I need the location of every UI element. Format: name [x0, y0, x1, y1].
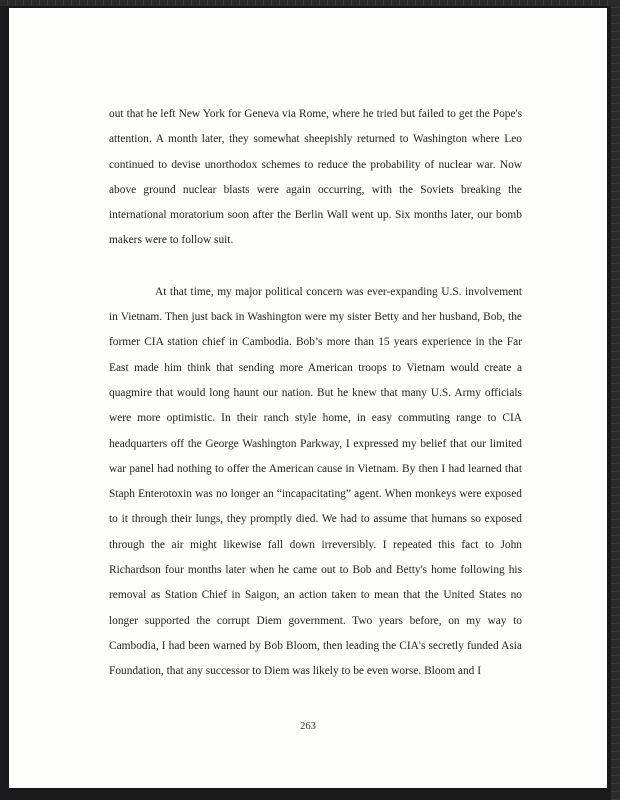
- paragraph-vietnam: At that time, my major political concern was ever-expanding U.S. involvement in Vietnam. Then just back in Washington were my sister Betty and her husband, Bob, the former CIA station chief in Cambodia. Bob’s more than 15 years experience in the Far East made him think that sending more American troops to Vietnam would create a quagmire that would long haunt our nation. But he knew that many U.S. Army officials were more optimistic. In their ranch style home, in easy commuting range to CIA headquarters off the George Washington Parkway, I expressed my belief that our limited war panel had nothing to offer the American cause in Vietnam. By then I had learned that Staph Enterotoxin was no longer an “incapacitating” agent. When monkeys were exposed to it through their lungs, they promptly died. We had to assume that humans so exposed through the air might likewise fall down irreversibly. I repeated this fact to John Richardson four months later when he came out to Bob and Betty's home following his removal as Station Chief in Saigon, an action taken to mean that the United States no longer supported the corrupt Diem government. Two years before, on my way to Cambodia, I had been warned by Bob Bloom, then leading the CIA's secretly funded Asia Foundation, that any successor to Diem was likely to be even worse. Bloom and I: [109, 285, 522, 678]
- scan-edge-ruler-top: [0, 0, 620, 6]
- paragraph-continued: out that he left New York for Geneva via Rome, where he tried but failed to get the Pope's attention. A month later, they somewhat sheepishly returned to Washington where Leo continued to devise unorthodox schemes to reduce the probability of nuclear war. Now above ground nuclear blasts were again occurring, with the Soviets breaking the international moratorium soon after the Berlin Wall went up. Six months later, our bomb makers were to follow suit.: [109, 108, 522, 247]
- page-number: 263: [300, 721, 316, 732]
- body-text: [109, 102, 522, 685]
- scan-edge-ruler-right: [611, 0, 620, 800]
- paper-sheet: [9, 8, 607, 788]
